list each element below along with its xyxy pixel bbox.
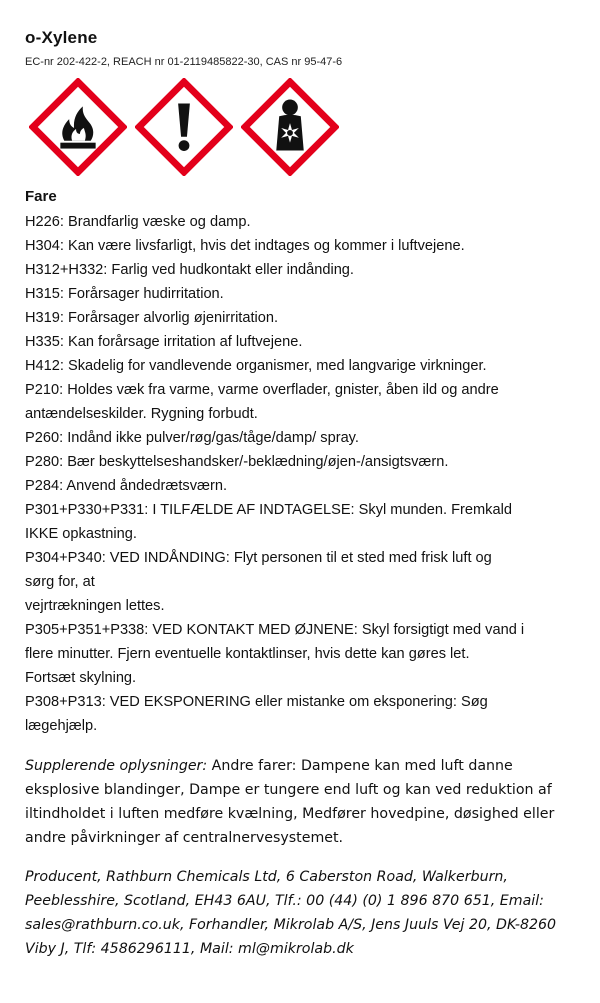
statement-h315: H315: Forårsager hudirritation. [25, 286, 224, 302]
producer-info: Producent, Rathburn Chemicals Ltd, 6 Caberston Road, Walkerburn, Peeblesshire, Scotland, EH43 6AU, Tlf.: 00 (44) (0) 1 896 870 651, Email: sales@rathburn.co.uk, Forhandler, Mikrolab A/S, Jens Juuls Vej 20, DK-8260 Viby J, Tlf: 4586296111, Mail: ml@mikrolab.dk [25, 869, 557, 957]
statement-p210: P210: Holdes væk fra varme, varme overflader, gnister, åben ild og andre antændelseskilder. Rygning forbudt. [25, 382, 499, 422]
statement-h319: H319: Forårsager alvorlig øjenirritation. [25, 310, 279, 326]
product-name: o-Xylene [25, 28, 98, 47]
statement-p284: P284: Anvend åndedrætsværn. [25, 478, 228, 494]
exclamation-mark-icon [135, 78, 233, 176]
supplementary-text: Andre farer: Dampene kan med luft danne eksplosive blandinger, Dampe er tungere end luft og kan ved reduktion af iltindholdet i luften medføre kvælning, Medfører hovedpine, døsighed eller andre påvirkninger af centralnervesystemet. [25, 758, 555, 846]
flame-icon [29, 78, 127, 176]
supplementary-information [25, 754, 577, 850]
product-identifiers: EC-nr 202-422-2, REACH nr 01-2119485822-30, CAS nr 95-47-6 [25, 56, 343, 68]
statement-h412: H412: Skadelig for vandlevende organismer, med langvarige virkninger. [25, 358, 487, 374]
statement-p304-p340: P304+P340: VED INDÅNDING: Flyt personen til et sted med frisk luft og sørg for, at vejrtrækningen lettes. [25, 550, 492, 614]
statement-p301-p330-p331: P301+P330+P331: I TILFÆLDE AF INDTAGELSE: Skyl munden. Fremkald IKKE opkastning. [25, 502, 512, 542]
statement-h335: H335: Kan forårsage irritation af luftvejene. [25, 334, 303, 350]
supplementary-label: Supplerende oplysninger: [25, 758, 208, 774]
statement-p308-p313: P308+P313: VED EKSPONERING eller mistanke om eksponering: Søg lægehjælp. [25, 694, 488, 734]
statement-p260: P260: Indånd ikke pulver/røg/gas/tåge/damp/ spray. [25, 430, 359, 446]
statement-p305-p351-p338: P305+P351+P338: VED KONTAKT MED ØJNENE: Skyl forsigtigt med vand i flere minutter. Fjern eventuelle kontaktlinser, hvis dette kan gøres let. Fortsæt skylning. [25, 622, 525, 686]
signal-word: Fare [25, 188, 57, 205]
statement-h312-h332: H312+H332: Farlig ved hudkontakt eller indånding. [25, 262, 354, 278]
statement-h304: H304: Kan være livsfarligt, hvis det indtages og kommer i luftvejene. [25, 238, 465, 254]
ghs-pictograms [29, 78, 349, 176]
hazard-precautionary-statements [25, 210, 577, 738]
health-hazard-icon [241, 78, 339, 176]
statement-h226: H226: Brandfarlig væske og damp. [25, 214, 251, 230]
statement-p280: P280: Bær beskyttelseshandsker/-beklædning/øjen-/ansigtsværn. [25, 454, 449, 470]
